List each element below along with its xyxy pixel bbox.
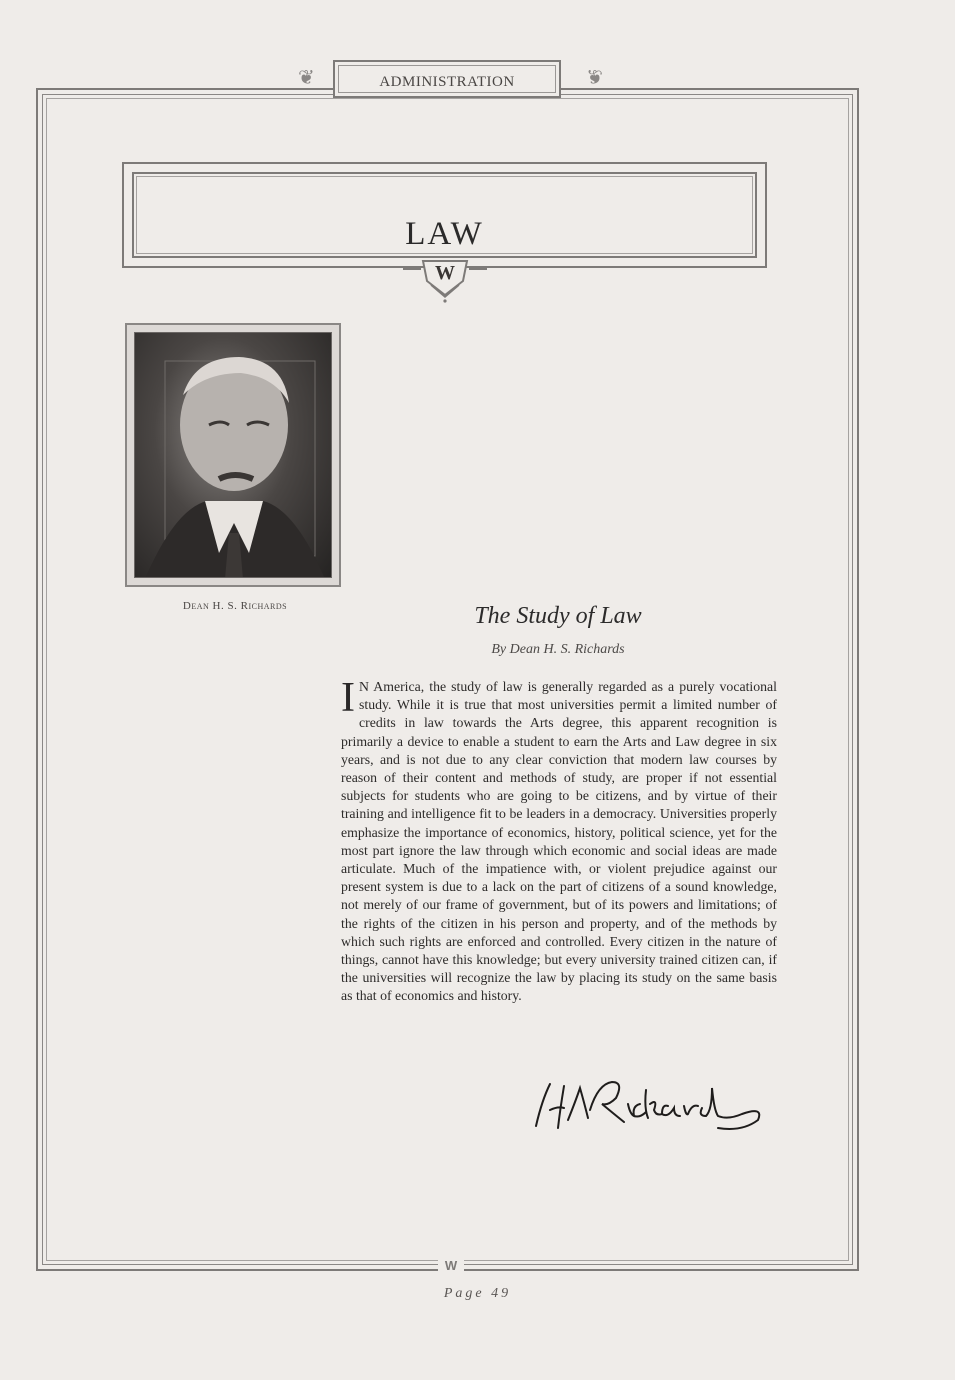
- handwritten-signature: [528, 1070, 770, 1138]
- title-frame: [122, 162, 767, 268]
- bottom-w-ornament-icon: W: [438, 1258, 464, 1274]
- emblem-letter: W: [435, 262, 455, 284]
- drop-cap: I: [341, 675, 355, 721]
- left-flourish-ornament: ❦: [298, 67, 315, 89]
- article-title: The Study of Law: [474, 603, 642, 629]
- section-header-tab: [333, 60, 561, 98]
- page-number: Page 49: [443, 1286, 512, 1301]
- portrait-caption: Dean H. S. Richards: [182, 600, 288, 612]
- portrait-frame: [125, 323, 341, 587]
- article-byline: By Dean H. S. Richards: [491, 642, 625, 657]
- article-body: [341, 675, 777, 1006]
- portrait-photo: [134, 332, 332, 578]
- page-title: LAW: [405, 216, 484, 253]
- article-body-text: N America, the study of law is generally regarded as a purely vocational study. While it is true that most universities permit a limited number of credits in law towards the Arts degree, this apparent recognition is primarily a device to enable a student to earn the Arts and Law degree in six years, and is not due to any clear conviction that modern law courses by reason of their content and methods of study, are proper if not essential subjects for students who are going to be citizens, and by virtue of their training and intelligence fit to be leaders in a democracy. Universities properly emphasize the importance of economics, history, political science, yet for the most part ignore the law through which economic and social ideas are made articulate. Much of the impatience with, or violent prejudice against our present system is due to a lack on the part of citizens of a sound knowledge, not merely of our frame of government, but of its powers and limitations; of the rights of the citizen in his person and property, and of the methods by which such rights are enforced and controlled. Every citizen in the nature of things, cannot have this knowledge; but every university trained citizen can, if the universities will recognize the law by placing its study on the same basis as that of economics and history.: [341, 679, 777, 1004]
- w-emblem-icon: [403, 255, 487, 303]
- section-label: ADMINISTRATION: [379, 74, 515, 90]
- right-flourish-ornament: ❦: [586, 67, 603, 89]
- portrait-figure: [135, 333, 332, 578]
